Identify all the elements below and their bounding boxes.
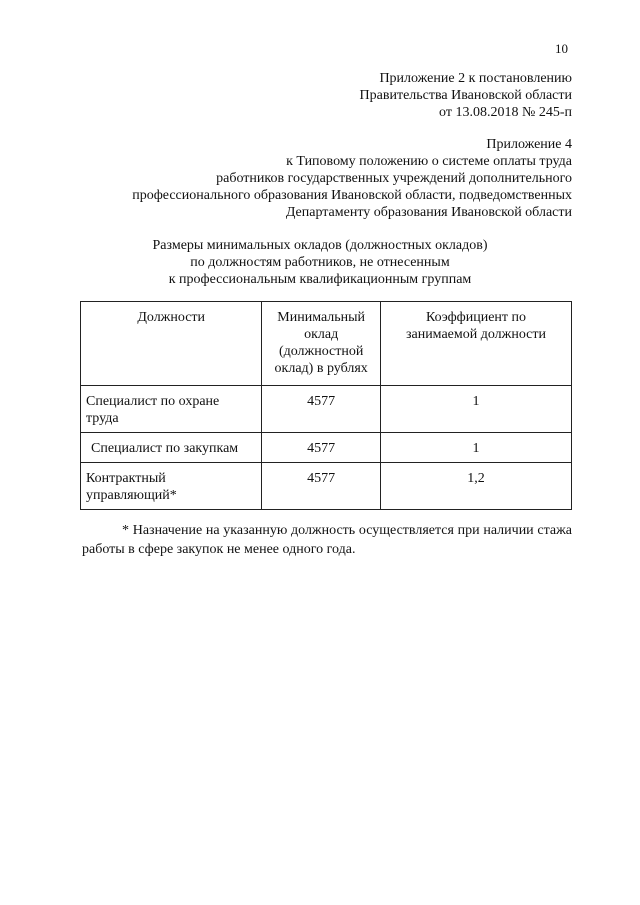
table-row [81, 433, 572, 463]
cell-position-line: Контрактный [86, 471, 166, 486]
appendix-2-line: Правительства Ивановской области [359, 88, 572, 103]
header-coefficient-line: Коэффициент по [425, 310, 527, 325]
appendix-4-line: Департаменту образования Ивановской области [285, 205, 572, 220]
header-salary-line: оклад [304, 327, 339, 342]
cell-position [81, 433, 262, 463]
header-position: Должности [81, 302, 262, 386]
header-coefficient-line: занимаемой должности [405, 327, 546, 342]
footnote: * Назначение на указанную должность осуществляется при наличии стажа работы в сфере закупок не менее одного года. [82, 523, 572, 557]
header-coefficient [380, 302, 571, 386]
appendix-2-header [360, 70, 572, 121]
cell-position-line: труда [86, 411, 119, 426]
appendix-2-line: Приложение 2 к постановлению [379, 71, 572, 86]
appendix-2-line: от 13.08.2018 № 245-п [439, 105, 572, 120]
cell-position [81, 463, 262, 510]
table-header-row [81, 302, 572, 386]
appendix-4-line: Приложение 4 [486, 137, 572, 152]
cell-position-line: Специалист по охране [86, 394, 220, 409]
header-salary-line: (должностной [278, 344, 364, 359]
cell-position-line: управляющий* [86, 488, 177, 503]
appendix-4-header [132, 136, 572, 221]
cell-salary: 4577 [262, 463, 381, 510]
cell-coefficient: 1,2 [380, 463, 571, 510]
cell-salary: 4577 [262, 386, 381, 433]
cell-salary: 4577 [262, 433, 381, 463]
table-row [81, 386, 572, 433]
cell-coefficient: 1 [380, 433, 571, 463]
cell-position-line: Специалист по закупкам [91, 441, 239, 456]
appendix-4-line: к Типовому положению о системе оплаты труда [286, 154, 572, 169]
header-salary [262, 302, 381, 386]
header-salary-line: Минимальный [277, 310, 366, 325]
table-title-line: по должностям работников, не отнесенным [190, 255, 450, 270]
table-title [0, 237, 640, 288]
table-title-line: Размеры минимальных окладов (должностных окладов) [152, 238, 488, 253]
header-salary-line: оклад) в рублях [274, 361, 368, 376]
appendix-4-line: профессионального образования Ивановской области, подведомственных [132, 188, 572, 203]
cell-coefficient: 1 [380, 386, 571, 433]
page-number: 10 [555, 41, 568, 56]
table-title-line: к профессиональным квалификационным группам [168, 272, 472, 287]
appendix-4-line: работников государственных учреждений дополнительного [216, 171, 572, 186]
cell-position [81, 386, 262, 433]
salary-table [80, 301, 572, 510]
table-row [81, 463, 572, 510]
